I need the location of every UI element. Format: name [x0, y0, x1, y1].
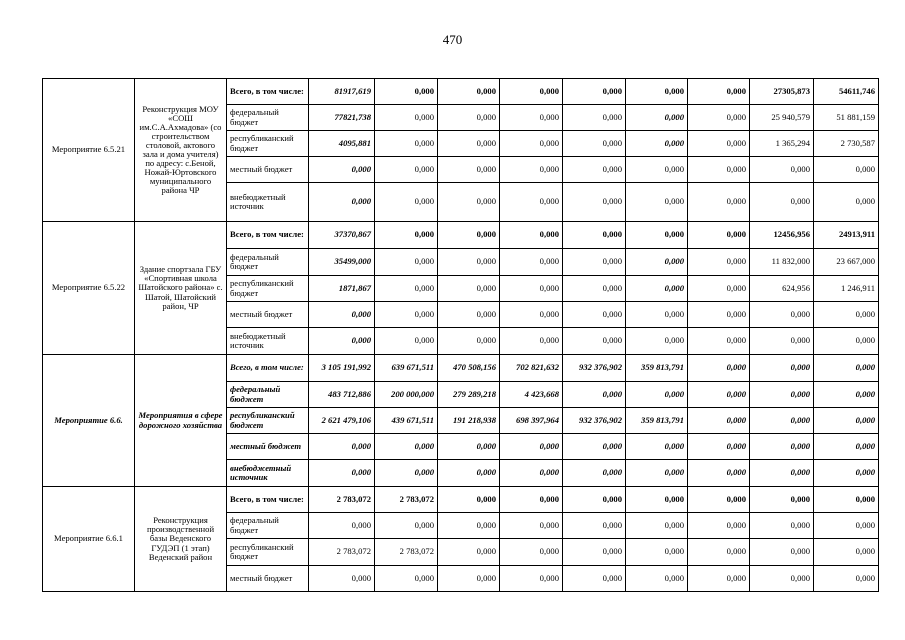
value-cell: 0,000 — [688, 539, 750, 566]
value-cell: 0,000 — [750, 434, 814, 460]
value-cell: 2 783,072 — [309, 487, 375, 513]
value-cell: 0,000 — [563, 566, 626, 592]
value-cell: 0,000 — [563, 249, 626, 276]
funding-source-cell: республиканский бюджет — [227, 408, 309, 434]
value-cell: 0,000 — [309, 566, 375, 592]
group-3 — [43, 355, 879, 487]
value-cell: 0,000 — [750, 487, 814, 513]
value-cell: 0,000 — [438, 539, 500, 566]
value-cell: 0,000 — [626, 131, 688, 157]
value-cell: 0,000 — [438, 434, 500, 460]
value-cell: 0,000 — [500, 183, 563, 222]
value-cell: 0,000 — [750, 382, 814, 408]
value-cell: 0,000 — [626, 302, 688, 328]
table-row — [43, 487, 879, 513]
value-cell: 0,000 — [750, 302, 814, 328]
value-cell: 0,000 — [375, 183, 438, 222]
value-cell: 0,000 — [750, 460, 814, 487]
value-cell: 0,000 — [626, 434, 688, 460]
budget-table — [42, 78, 879, 592]
value-cell: 0,000 — [500, 276, 563, 302]
funding-source-cell: внебюджетный источник — [227, 460, 309, 487]
value-cell: 25 940,579 — [750, 105, 814, 131]
value-cell: 0,000 — [563, 460, 626, 487]
value-cell: 0,000 — [375, 302, 438, 328]
event-description-cell: Здание спортзала ГБУ «Спортивная школа Шатойского района» с. Шатой, Шатойский район, ЧР — [135, 222, 227, 355]
event-id-cell: Мероприятие 6.5.22 — [43, 222, 135, 355]
value-cell: 0,000 — [750, 566, 814, 592]
value-cell: 470 508,156 — [438, 355, 500, 382]
event-id-cell: Мероприятие 6.6.1 — [43, 487, 135, 592]
funding-source-cell: внебюджетный источник — [227, 183, 309, 222]
value-cell: 0,000 — [375, 328, 438, 355]
value-cell: 0,000 — [688, 434, 750, 460]
value-cell: 0,000 — [688, 355, 750, 382]
value-cell: 698 397,964 — [500, 408, 563, 434]
value-cell: 0,000 — [626, 183, 688, 222]
value-cell: 0,000 — [626, 566, 688, 592]
value-cell: 0,000 — [563, 302, 626, 328]
value-cell: 0,000 — [563, 539, 626, 566]
value-cell: 0,000 — [563, 513, 626, 539]
event-description-cell: Реконструкция производственной базы Веденского ГУДЭП (1 этап) Веденский район — [135, 487, 227, 592]
value-cell: 0,000 — [375, 105, 438, 131]
value-cell: 932 376,902 — [563, 408, 626, 434]
funding-source-cell: Всего, в том числе: — [227, 355, 309, 382]
value-cell: 0,000 — [626, 222, 688, 249]
value-cell: 0,000 — [375, 79, 438, 105]
value-cell: 0,000 — [563, 434, 626, 460]
value-cell: 0,000 — [438, 157, 500, 183]
value-cell: 0,000 — [375, 276, 438, 302]
value-cell: 27305,873 — [750, 79, 814, 105]
value-cell: 483 712,886 — [309, 382, 375, 408]
value-cell: 0,000 — [626, 539, 688, 566]
value-cell: 0,000 — [626, 79, 688, 105]
value-cell: 0,000 — [626, 513, 688, 539]
value-cell: 0,000 — [626, 276, 688, 302]
value-cell: 0,000 — [375, 249, 438, 276]
value-cell: 0,000 — [563, 222, 626, 249]
value-cell: 51 881,159 — [814, 105, 879, 131]
value-cell: 0,000 — [688, 302, 750, 328]
value-cell: 0,000 — [814, 183, 879, 222]
funding-source-cell: федеральный бюджет — [227, 513, 309, 539]
value-cell: 0,000 — [563, 131, 626, 157]
value-cell: 0,000 — [438, 513, 500, 539]
value-cell: 0,000 — [375, 131, 438, 157]
value-cell: 0,000 — [814, 487, 879, 513]
value-cell: 11 832,000 — [750, 249, 814, 276]
value-cell: 37370,867 — [309, 222, 375, 249]
value-cell: 77821,738 — [309, 105, 375, 131]
event-id-cell: Мероприятие 6.6. — [43, 355, 135, 487]
value-cell: 0,000 — [438, 328, 500, 355]
value-cell: 0,000 — [375, 222, 438, 249]
value-cell: 0,000 — [626, 157, 688, 183]
value-cell: 200 000,000 — [375, 382, 438, 408]
value-cell: 0,000 — [375, 157, 438, 183]
value-cell: 0,000 — [309, 328, 375, 355]
value-cell: 0,000 — [814, 157, 879, 183]
value-cell: 0,000 — [688, 249, 750, 276]
value-cell: 0,000 — [688, 276, 750, 302]
value-cell: 54611,746 — [814, 79, 879, 105]
value-cell: 1 246,911 — [814, 276, 879, 302]
value-cell: 639 671,511 — [375, 355, 438, 382]
value-cell: 0,000 — [814, 382, 879, 408]
value-cell: 0,000 — [438, 276, 500, 302]
value-cell: 0,000 — [688, 460, 750, 487]
value-cell: 0,000 — [563, 276, 626, 302]
value-cell: 0,000 — [309, 183, 375, 222]
value-cell: 0,000 — [563, 79, 626, 105]
funding-source-cell: федеральный бюджет — [227, 249, 309, 276]
value-cell: 0,000 — [750, 355, 814, 382]
value-cell: 0,000 — [814, 460, 879, 487]
value-cell: 191 218,938 — [438, 408, 500, 434]
value-cell: 0,000 — [500, 539, 563, 566]
value-cell: 0,000 — [750, 157, 814, 183]
page-number: 470 — [442, 32, 463, 47]
value-cell: 0,000 — [438, 131, 500, 157]
funding-source-cell: федеральный бюджет — [227, 105, 309, 131]
value-cell: 0,000 — [688, 222, 750, 249]
value-cell: 0,000 — [563, 382, 626, 408]
value-cell: 4 423,668 — [500, 382, 563, 408]
value-cell: 0,000 — [500, 222, 563, 249]
value-cell: 0,000 — [500, 434, 563, 460]
value-cell: 359 813,791 — [626, 355, 688, 382]
value-cell: 0,000 — [309, 302, 375, 328]
value-cell: 0,000 — [688, 382, 750, 408]
value-cell: 0,000 — [688, 157, 750, 183]
value-cell: 2 783,072 — [375, 487, 438, 513]
value-cell: 0,000 — [375, 434, 438, 460]
value-cell: 0,000 — [563, 105, 626, 131]
value-cell: 12456,956 — [750, 222, 814, 249]
value-cell: 0,000 — [750, 183, 814, 222]
value-cell: 0,000 — [750, 539, 814, 566]
value-cell: 1 365,294 — [750, 131, 814, 157]
value-cell: 0,000 — [309, 513, 375, 539]
funding-source-cell: Всего, в том числе: — [227, 222, 309, 249]
value-cell: 0,000 — [500, 131, 563, 157]
value-cell: 0,000 — [750, 513, 814, 539]
value-cell: 0,000 — [500, 487, 563, 513]
value-cell: 0,000 — [814, 328, 879, 355]
group-4 — [43, 487, 879, 592]
value-cell: 0,000 — [500, 460, 563, 487]
value-cell: 0,000 — [438, 222, 500, 249]
value-cell: 0,000 — [563, 183, 626, 222]
value-cell: 0,000 — [688, 105, 750, 131]
value-cell: 0,000 — [438, 566, 500, 592]
value-cell: 0,000 — [626, 460, 688, 487]
funding-source-cell: местный бюджет — [227, 566, 309, 592]
value-cell: 0,000 — [626, 382, 688, 408]
value-cell: 0,000 — [626, 105, 688, 131]
value-cell: 4095,881 — [309, 131, 375, 157]
value-cell: 0,000 — [438, 487, 500, 513]
group-1 — [43, 79, 879, 222]
value-cell: 0,000 — [688, 487, 750, 513]
funding-source-cell: Всего, в том числе: — [227, 487, 309, 513]
funding-source-cell: местный бюджет — [227, 157, 309, 183]
value-cell: 439 671,511 — [375, 408, 438, 434]
event-description-cell: Мероприятия в сфере дорожного хозяйства — [135, 355, 227, 487]
value-cell: 0,000 — [688, 183, 750, 222]
value-cell: 0,000 — [438, 79, 500, 105]
event-id-cell: Мероприятие 6.5.21 — [43, 79, 135, 222]
value-cell: 2 730,587 — [814, 131, 879, 157]
value-cell: 0,000 — [309, 157, 375, 183]
funding-source-cell: местный бюджет — [227, 434, 309, 460]
value-cell: 932 376,902 — [563, 355, 626, 382]
value-cell: 2 621 479,106 — [309, 408, 375, 434]
value-cell: 3 105 191,992 — [309, 355, 375, 382]
value-cell: 359 813,791 — [626, 408, 688, 434]
value-cell: 0,000 — [438, 183, 500, 222]
value-cell: 0,000 — [750, 408, 814, 434]
value-cell: 81917,619 — [309, 79, 375, 105]
value-cell: 0,000 — [688, 79, 750, 105]
value-cell: 0,000 — [688, 328, 750, 355]
event-description-cell: Реконструкция МОУ «СОШ им.С.А.Ахмадова» (со строительством столовой, актового зала и дома учителя) по адресу: с.Беной, Ножай-Юртовского муниципального района ЧР — [135, 79, 227, 222]
value-cell: 0,000 — [500, 566, 563, 592]
value-cell: 0,000 — [500, 302, 563, 328]
value-cell: 0,000 — [500, 157, 563, 183]
value-cell: 0,000 — [438, 105, 500, 131]
value-cell: 0,000 — [500, 105, 563, 131]
value-cell: 2 783,072 — [375, 539, 438, 566]
funding-source-cell: республиканский бюджет — [227, 276, 309, 302]
value-cell: 0,000 — [500, 328, 563, 355]
value-cell: 0,000 — [500, 79, 563, 105]
value-cell: 0,000 — [438, 460, 500, 487]
value-cell: 0,000 — [375, 460, 438, 487]
funding-source-cell: Всего, в том числе: — [227, 79, 309, 105]
value-cell: 0,000 — [688, 131, 750, 157]
value-cell: 35499,000 — [309, 249, 375, 276]
table-row — [43, 222, 879, 249]
value-cell: 0,000 — [814, 408, 879, 434]
funding-source-cell: местный бюджет — [227, 302, 309, 328]
value-cell: 0,000 — [814, 513, 879, 539]
value-cell: 0,000 — [750, 328, 814, 355]
value-cell: 0,000 — [688, 566, 750, 592]
value-cell: 0,000 — [563, 157, 626, 183]
value-cell: 0,000 — [563, 328, 626, 355]
value-cell: 1871,867 — [309, 276, 375, 302]
value-cell: 0,000 — [626, 487, 688, 513]
value-cell: 0,000 — [814, 539, 879, 566]
value-cell: 0,000 — [309, 434, 375, 460]
funding-source-cell: внебюджетный источник — [227, 328, 309, 355]
group-2 — [43, 222, 879, 355]
value-cell: 0,000 — [688, 408, 750, 434]
value-cell: 279 289,218 — [438, 382, 500, 408]
value-cell: 0,000 — [626, 328, 688, 355]
value-cell: 702 821,632 — [500, 355, 563, 382]
value-cell: 24913,911 — [814, 222, 879, 249]
value-cell: 0,000 — [500, 249, 563, 276]
value-cell: 624,956 — [750, 276, 814, 302]
value-cell: 0,000 — [500, 513, 563, 539]
funding-source-cell: федеральный бюджет — [227, 382, 309, 408]
value-cell: 0,000 — [814, 355, 879, 382]
value-cell: 0,000 — [438, 249, 500, 276]
value-cell: 0,000 — [814, 434, 879, 460]
funding-source-cell: республиканский бюджет — [227, 131, 309, 157]
value-cell: 0,000 — [309, 460, 375, 487]
funding-source-cell: республиканский бюджет — [227, 539, 309, 566]
value-cell: 0,000 — [563, 487, 626, 513]
table-row — [43, 355, 879, 382]
value-cell: 0,000 — [814, 566, 879, 592]
value-cell: 0,000 — [688, 513, 750, 539]
value-cell: 2 783,072 — [309, 539, 375, 566]
value-cell: 0,000 — [375, 513, 438, 539]
value-cell: 0,000 — [375, 566, 438, 592]
value-cell: 0,000 — [814, 302, 879, 328]
value-cell: 0,000 — [438, 302, 500, 328]
value-cell: 23 667,000 — [814, 249, 879, 276]
value-cell: 0,000 — [626, 249, 688, 276]
table-row — [43, 79, 879, 105]
